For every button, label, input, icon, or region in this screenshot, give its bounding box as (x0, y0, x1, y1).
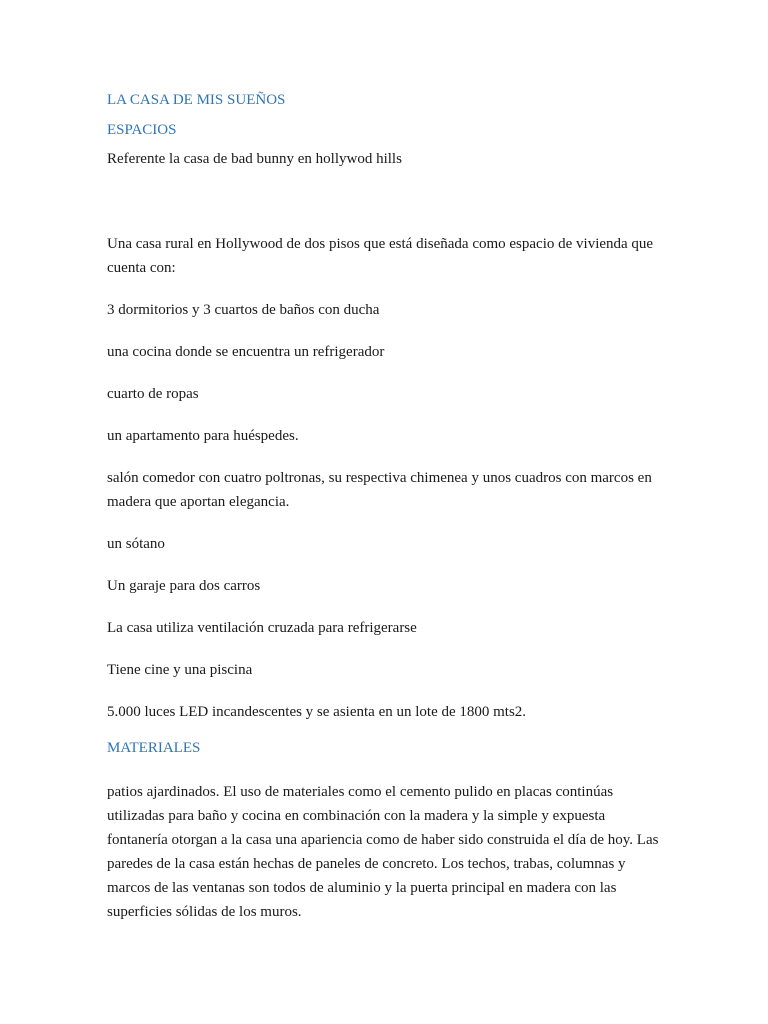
list-item: Tiene cine y una piscina (107, 662, 253, 678)
document-page (107, 88, 667, 924)
list-item: cuarto de ropas (107, 386, 199, 402)
section-heading-espacios: ESPACIOS (107, 122, 177, 138)
referente-paragraph: Referente la casa de bad bunny en hollywod hills (107, 151, 402, 167)
intro-paragraph: Una casa rural en Hollywood de dos pisos que está diseñada como espacio de vivienda que cuenta con: (107, 236, 654, 276)
section-heading-materiales: MATERIALES (107, 740, 201, 756)
list-item: salón comedor con cuatro poltronas, su respectiva chimenea y unos cuadros con marcos en madera que aportan elegancia. (107, 470, 652, 510)
list-item: 5.000 luces LED incandescentes y se asienta en un lote de 1800 mts2. (107, 704, 527, 720)
list-item: un apartamento para huéspedes. (107, 428, 299, 444)
materiales-paragraph: patios ajardinados. El uso de materiales como el cemento pulido en placas continúas utilizadas para baño y cocina en combinación con la madera y la simple y expuesta fontanería otorgan a la casa una apariencia como de haber sido construida el día de hoy. Las paredes de la casa están hechas de paneles de concreto. Los techos, trabas, columnas y marcos de las ventanas son todos de aluminio y la puerta principal en madera con las superficies sólidas de los muros. (107, 784, 659, 920)
list-item: un sótano (107, 536, 165, 552)
list-item: una cocina donde se encuentra un refrigerador (107, 344, 385, 360)
list-item: Un garaje para dos carros (107, 578, 261, 594)
document-title: LA CASA DE MIS SUEÑOS (107, 92, 286, 108)
list-item: La casa utiliza ventilación cruzada para refrigerarse (107, 620, 417, 636)
list-item: 3 dormitorios y 3 cuartos de baños con ducha (107, 302, 380, 318)
